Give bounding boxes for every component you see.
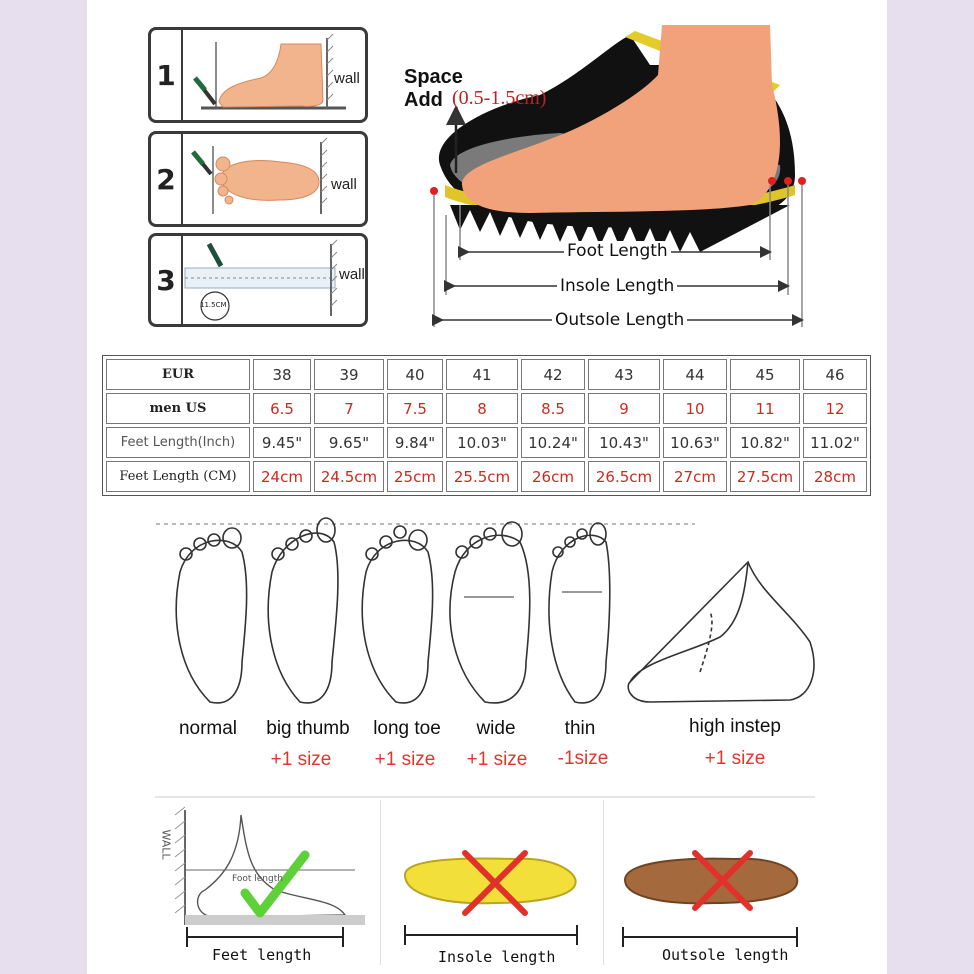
table-cell: 10.03" — [446, 427, 518, 458]
step-number: 3 — [151, 236, 183, 324]
table-cell: 42 — [521, 359, 585, 390]
table-row-eur — [106, 359, 867, 390]
insole-length-label: Insole Length — [557, 276, 677, 296]
foot-type-thin: thin — [564, 718, 596, 739]
table-cell: 25cm — [387, 461, 443, 492]
table-cell: 10.43" — [588, 427, 660, 458]
size-adjust-long-toe: +1 size — [374, 749, 436, 770]
step-number: 2 — [151, 134, 183, 224]
wall-label: wall — [339, 266, 365, 283]
wall-vertical-label: WALL — [159, 829, 173, 860]
table-cell: 10 — [663, 393, 727, 424]
ruler-circle-label: 11.5CM — [200, 301, 227, 309]
table-cell: 11 — [730, 393, 800, 424]
step-number: 1 — [151, 30, 183, 120]
table-cell: 24.5cm — [314, 461, 384, 492]
table-cell: 44 — [663, 359, 727, 390]
foot-type-big-thumb: big thumb — [266, 718, 350, 739]
foot-type-normal: normal — [178, 718, 238, 739]
space-value: (0.5-1.5cm) — [452, 87, 547, 109]
table-cell: 11.02" — [803, 427, 867, 458]
table-cell: 27.5cm — [730, 461, 800, 492]
table-cell: 9 — [588, 393, 660, 424]
table-cell: 6.5 — [253, 393, 311, 424]
table-cell: 43 — [588, 359, 660, 390]
wall-label: wall — [331, 176, 357, 193]
table-row-men-us — [106, 393, 867, 424]
foot-type-high-instep: high instep — [689, 716, 781, 737]
step-3-box — [148, 233, 368, 327]
foot-length-label: Foot Length — [564, 241, 671, 261]
wall-label: wall — [334, 70, 360, 87]
size-adjust-big-thumb: +1 size — [270, 749, 332, 770]
size-adjust-thin: -1size — [557, 748, 609, 769]
table-cell: 8 — [446, 393, 518, 424]
table-cell: 25.5cm — [446, 461, 518, 492]
size-adjust-high-instep: +1 size — [704, 748, 766, 769]
table-cell: 7 — [314, 393, 384, 424]
table-cell: 26cm — [521, 461, 585, 492]
row-header: EUR — [106, 359, 250, 390]
size-table — [102, 355, 871, 496]
feet-length-label: Feet length — [212, 946, 312, 964]
step-2-box — [148, 131, 368, 227]
table-cell: 9.84" — [387, 427, 443, 458]
table-cell: 12 — [803, 393, 867, 424]
row-header: Feet Length (CM) — [106, 461, 250, 492]
table-cell: 38 — [253, 359, 311, 390]
table-cell: 24cm — [253, 461, 311, 492]
foot-type-long-toe: long toe — [373, 718, 441, 739]
table-cell: 41 — [446, 359, 518, 390]
table-cell: 26.5cm — [588, 461, 660, 492]
foot-type-wide: wide — [476, 718, 516, 739]
table-cell: 9.45" — [253, 427, 311, 458]
foot-length-small-label: Foot length — [232, 874, 283, 884]
table-cell: 39 — [314, 359, 384, 390]
space-label: Space — [404, 66, 463, 88]
table-cell: 8.5 — [521, 393, 585, 424]
table-cell: 45 — [730, 359, 800, 390]
table-cell: 9.65" — [314, 427, 384, 458]
row-header: Feet Length(Inch) — [106, 427, 250, 458]
table-cell: 46 — [803, 359, 867, 390]
table-row-feet-cm — [106, 461, 867, 492]
size-adjust-wide: +1 size — [466, 749, 528, 770]
table-cell: 27cm — [663, 461, 727, 492]
outsole-length-bottom-label: Outsole length — [662, 946, 789, 964]
step-1-box — [148, 27, 368, 123]
table-cell: 28cm — [803, 461, 867, 492]
row-header: men US — [106, 393, 250, 424]
foot-types-illustration — [150, 512, 830, 712]
table-cell: 7.5 — [387, 393, 443, 424]
outsole-length-label: Outsole Length — [552, 310, 687, 330]
table-cell: 10.63" — [663, 427, 727, 458]
table-row-feet-inch — [106, 427, 867, 458]
table-cell: 10.24" — [521, 427, 585, 458]
table-cell: 10.82" — [730, 427, 800, 458]
add-label: Add — [404, 89, 443, 111]
table-cell: 40 — [387, 359, 443, 390]
insole-length-bottom-label: Insole length — [438, 948, 556, 966]
